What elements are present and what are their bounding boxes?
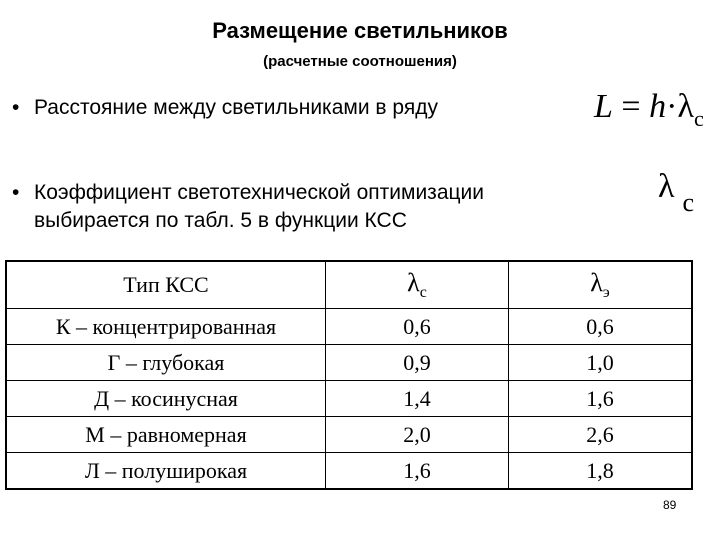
cell-lambda-e: 1,0 bbox=[509, 345, 693, 381]
table-row bbox=[6, 453, 692, 490]
formula-h: h bbox=[649, 88, 667, 125]
formula-equals: = bbox=[621, 88, 641, 125]
cell-lambda-c: 1,6 bbox=[326, 453, 509, 490]
bullet-marker: • bbox=[12, 181, 20, 204]
symbol-lambda-c bbox=[658, 168, 694, 218]
formula-distance bbox=[594, 88, 704, 132]
cell-lambda-e: 2,6 bbox=[509, 417, 693, 453]
table-row bbox=[6, 345, 692, 381]
cell-type: К – концентрированная bbox=[6, 309, 326, 345]
cell-lambda-e: 1,6 bbox=[509, 381, 693, 417]
symbol-lambda: λ bbox=[658, 168, 675, 205]
header-lambda-e: $\lambda_э$ bbox=[509, 261, 693, 309]
formula-lhs: L bbox=[594, 88, 613, 125]
cell-type: Л – полуширокая bbox=[6, 453, 326, 490]
cell-type: М – равномерная bbox=[6, 417, 326, 453]
symbol-subscript: с bbox=[682, 188, 695, 217]
cell-lambda-e: 1,8 bbox=[509, 453, 693, 490]
table-header-row bbox=[6, 261, 692, 309]
table-row bbox=[6, 309, 692, 345]
cell-type: Г – глубокая bbox=[6, 345, 326, 381]
bullet-text: Расстояние между светильниками в ряду bbox=[34, 96, 438, 119]
formula-subscript: с bbox=[693, 106, 704, 131]
kss-table bbox=[5, 260, 693, 490]
cell-lambda-c: 0,6 bbox=[326, 309, 509, 345]
cell-lambda-c: 1,4 bbox=[326, 381, 509, 417]
bullet-line1: Коэффициент светотехнической оптимизации bbox=[34, 181, 484, 204]
slide-subtitle: (расчетные соотношения) bbox=[263, 53, 457, 70]
bullet-line2: выбирается по табл. 5 в функции КСС bbox=[34, 209, 407, 232]
formula-dot: · bbox=[666, 88, 678, 125]
page-number: 89 bbox=[663, 498, 677, 512]
table-row bbox=[6, 381, 692, 417]
cell-lambda-c: 0,9 bbox=[326, 345, 509, 381]
table-row bbox=[6, 417, 692, 453]
slide-title: Размещение светильников bbox=[212, 18, 508, 43]
cell-type: Д – косинусная bbox=[6, 381, 326, 417]
bullet-marker: • bbox=[12, 96, 20, 119]
header-type: Тип КСС bbox=[6, 261, 326, 309]
bullet-distance bbox=[12, 96, 438, 120]
formula-lambda: λ bbox=[677, 88, 694, 125]
bullet-coefficient bbox=[12, 179, 484, 235]
cell-lambda-e: 0,6 bbox=[509, 309, 693, 345]
cell-lambda-c: 2,0 bbox=[326, 417, 509, 453]
header-lambda-c: $\lambda_с$ bbox=[326, 261, 509, 309]
